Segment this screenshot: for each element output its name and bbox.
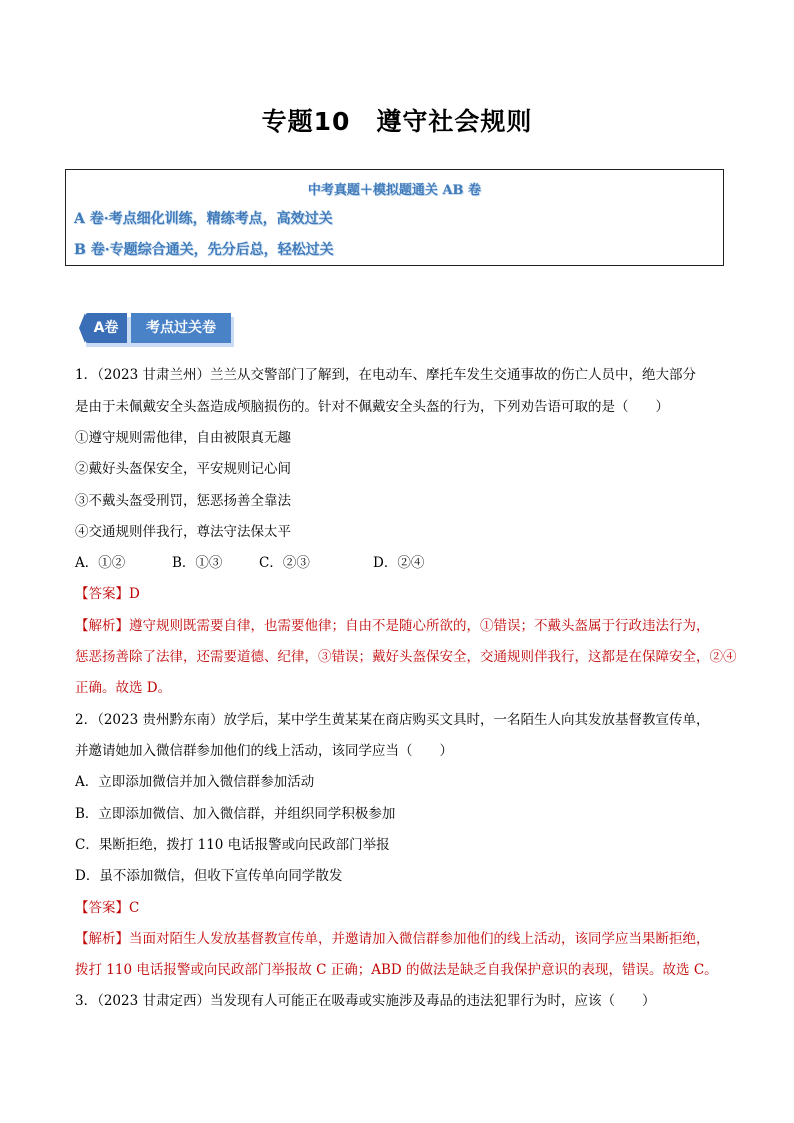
q1-explanation-label: 【解析】 bbox=[75, 618, 129, 634]
q1-statement-3: ③不戴头盔受刑罚，惩恶扬善全靠法 bbox=[75, 493, 291, 509]
q1-statement-2: ②戴好头盔保安全，平安规则记心间 bbox=[75, 461, 291, 477]
q1-explanation-line-2: 惩恶扬善除了法律，还需要道德、纪律，③错误；戴好头盔保安全，交通规则伴我行，这都是在保障安全，②④ bbox=[75, 649, 737, 665]
q2-option-b: B．立即添加微信、加入微信群，并组织同学积极参加 bbox=[75, 806, 396, 822]
page-title: 专题10 遵守社会规则 bbox=[261, 107, 533, 136]
intro-heading: 中考真题＋模拟题通关 AB 卷 bbox=[307, 183, 482, 198]
q1-stem-line-2: 是由于未佩戴安全头盔造成颅脑损伤的。针对不佩戴安全头盔的行为，下列劝告语可取的是（ ） bbox=[75, 399, 669, 415]
q1-answer bbox=[75, 585, 140, 603]
q2-answer bbox=[75, 899, 139, 917]
q2-option-a: A．立即添加微信并加入微信群参加活动 bbox=[75, 774, 315, 790]
banner-tag: A卷 bbox=[85, 313, 127, 343]
q1-answer-label: 【答案】 bbox=[75, 586, 129, 602]
banner-label: 考点过关卷 bbox=[131, 313, 231, 343]
q2-option-d: D．虽不添加微信，但收下宣传单向同学散发 bbox=[75, 868, 343, 884]
q1-option-a: A．①② bbox=[75, 555, 126, 571]
q2-explanation-line-2: 拨打 110 电话报警或向民政部门举报故 C 正确；ABD 的做法是缺乏自我保护意识的表现，错误。故选 C。 bbox=[75, 962, 718, 978]
q2-answer-label: 【答案】 bbox=[75, 900, 129, 916]
q1-option-d: D．②④ bbox=[373, 555, 425, 571]
q1-explanation-text-1: 遵守规则既需要自律，也需要他律；自由不是随心所欲的，①错误；不戴头盔属于行政违法行为， bbox=[129, 618, 710, 634]
q1-statement-1: ①遵守规则需他律，自由被限真无趣 bbox=[75, 430, 291, 446]
intro-line-b: B 卷·专题综合通关，先分后总，轻松过关 bbox=[74, 242, 334, 258]
q2-option-c: C．果断拒绝，拨打 110 电话报警或向民政部门举报 bbox=[75, 837, 390, 853]
q2-explanation-label: 【解析】 bbox=[75, 931, 129, 947]
intro-box bbox=[65, 169, 724, 266]
q1-explanation-line-1 bbox=[75, 617, 710, 635]
q3-stem-line-1: 3．（2023 甘肃定西）当发现有人可能正在吸毒或实施涉及毒品的违法犯罪行为时，应该（ ） bbox=[75, 993, 656, 1009]
q2-stem-line-2: 并邀请她加入微信群参加他们的线上活动，该同学应当（ ） bbox=[75, 743, 453, 759]
section-banner bbox=[80, 313, 240, 347]
q2-explanation-line-1 bbox=[75, 930, 710, 948]
intro-line-a: A 卷·考点细化训练，精练考点，高效过关 bbox=[74, 211, 333, 227]
q1-option-b: B．①③ bbox=[172, 555, 223, 571]
q1-explanation-line-3: 正确。故选 D。 bbox=[75, 680, 172, 696]
q1-answer-value: D bbox=[129, 586, 140, 602]
q1-option-c: C．②③ bbox=[259, 555, 310, 571]
q2-answer-value: C bbox=[129, 900, 140, 916]
q2-explanation-text-1: 当面对陌生人发放基督教宣传单，并邀请加入微信群参加他们的线上活动，该同学应当果断拒绝， bbox=[129, 931, 710, 947]
q1-statement-4: ④交通规则伴我行，尊法守法保太平 bbox=[75, 524, 291, 540]
q1-stem-line-1: 1．（2023 甘肃兰州）兰兰从交警部门了解到，在电动车、摩托车发生交通事故的伤亡人员中，绝大部分 bbox=[75, 367, 696, 383]
q2-stem-line-1: 2．（2023 贵州黔东南）放学后，某中学生黄某某在商店购买文具时，一名陌生人向其发放基督教宣传单， bbox=[75, 712, 710, 728]
